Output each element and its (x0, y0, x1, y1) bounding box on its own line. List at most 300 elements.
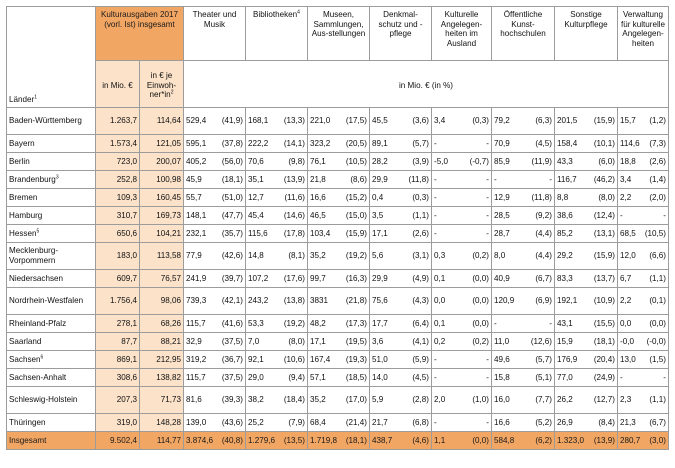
value-percent: (8,6) (350, 174, 367, 184)
value-percent: (8,1) (288, 251, 305, 261)
value-percent: (10,9) (593, 296, 615, 306)
cell-theater (184, 207, 246, 225)
value-mio: - (494, 318, 497, 328)
value-percent: (6,7) (535, 273, 552, 283)
cell-museen (308, 153, 370, 171)
value-mio: - (434, 192, 437, 202)
cell-land: Sachsen-Anhalt (7, 369, 96, 387)
cell-per-capita: 88,21 (140, 333, 184, 351)
value-mio: 15,8 (494, 372, 510, 382)
table-row (7, 135, 669, 153)
cell-theater (184, 270, 246, 288)
value-mio: - (620, 210, 623, 220)
value-mio: 25,2 (248, 417, 264, 427)
value-percent: - (486, 417, 489, 427)
value-percent: (10,5) (345, 156, 367, 166)
cell-ausland (432, 414, 492, 432)
value-percent: (7,3) (649, 138, 666, 148)
value-percent: (15,2) (345, 192, 367, 202)
value-mio: 2,3 (620, 395, 632, 405)
value-percent: (13,9) (593, 435, 615, 445)
value-percent: (4,6) (412, 435, 429, 445)
value-percent: (18,1) (221, 174, 243, 184)
cell-bib (246, 315, 308, 333)
cell-theater (184, 135, 246, 153)
value-mio: 1.323,0 (557, 435, 585, 445)
cell-theater (184, 225, 246, 243)
value-percent: (39,3) (221, 395, 243, 405)
value-mio: 35,1 (248, 174, 264, 184)
cell-museen (308, 225, 370, 243)
value-percent: (4,4) (535, 228, 552, 238)
cell-ausland (432, 153, 492, 171)
cell-land: Bremen (7, 189, 96, 207)
value-mio: 45,4 (248, 210, 264, 220)
cell-hochschulen (492, 333, 555, 351)
value-mio: 38,2 (248, 395, 264, 405)
value-percent: (46,2) (593, 174, 615, 184)
cell-verwaltung (618, 225, 669, 243)
value-percent: (4,5) (535, 138, 552, 148)
cell-per-capita: 200,07 (140, 153, 184, 171)
value-percent: (21,4) (345, 417, 367, 427)
cell-museen (308, 414, 370, 432)
table-row (7, 153, 669, 171)
cell-bib (246, 333, 308, 351)
value-percent: (5,2) (535, 417, 552, 427)
cell-sonstige (555, 189, 618, 207)
table-body (7, 108, 669, 450)
value-mio: 83,3 (557, 273, 573, 283)
value-percent: (-0,7) (469, 156, 489, 166)
cell-theater (184, 315, 246, 333)
value-mio: 201,5 (557, 116, 578, 126)
table-row (7, 225, 669, 243)
cell-per-capita: 121,05 (140, 135, 184, 153)
table-row (7, 288, 669, 315)
cell-hochschulen (492, 135, 555, 153)
value-mio: 32,9 (186, 336, 202, 346)
value-mio: 21,7 (372, 417, 388, 427)
value-mio: 17,7 (372, 318, 388, 328)
cell-hochschulen (492, 387, 555, 414)
value-percent: (11,9) (531, 156, 552, 166)
value-percent: (13,9) (283, 174, 305, 184)
value-mio: 221,0 (310, 116, 331, 126)
cell-bib (246, 171, 308, 189)
cell-hochschulen (492, 108, 555, 135)
cell-denkmal (370, 351, 432, 369)
value-percent: (10,1) (593, 138, 615, 148)
cell-hochschulen (492, 243, 555, 270)
cell-verwaltung (618, 189, 669, 207)
cell-hochschulen (492, 207, 555, 225)
cell-per-capita: 98,06 (140, 288, 184, 315)
header-laender: Länder$^1$ (7, 7, 96, 108)
header-unit-mio: in Mio. € (96, 61, 140, 108)
value-mio: - (434, 174, 437, 184)
value-percent: (24,9) (593, 372, 615, 382)
value-mio: -0,0 (620, 336, 634, 346)
cell-per-capita: 148,28 (140, 414, 184, 432)
table-row (7, 315, 669, 333)
value-mio: 17,1 (310, 336, 326, 346)
value-mio: 13,0 (620, 354, 636, 364)
value-percent: (4,1) (412, 336, 429, 346)
value-percent: (6,9) (535, 296, 552, 306)
value-mio: 232,1 (186, 228, 207, 238)
cell-museen (308, 171, 370, 189)
value-mio: 176,9 (557, 354, 578, 364)
value-mio: 77,0 (557, 372, 573, 382)
cell-per-capita: 71,73 (140, 387, 184, 414)
cell-total-mio: 252,8 (96, 171, 140, 189)
value-mio: 584,8 (494, 435, 515, 445)
cell-total-mio: 9.502,4 (96, 432, 140, 450)
value-mio: 29,2 (557, 251, 573, 261)
value-mio: 85,9 (494, 156, 510, 166)
value-mio: 167,4 (310, 354, 331, 364)
cell-museen (308, 369, 370, 387)
header-unit-mio-percent: in Mio. € (in %) (184, 61, 669, 108)
value-percent: (41,6) (221, 318, 243, 328)
value-mio: - (620, 372, 623, 382)
value-mio: 18,8 (620, 156, 636, 166)
cell-hochschulen (492, 288, 555, 315)
value-percent: - (549, 318, 552, 328)
value-mio: - (434, 354, 437, 364)
table-row (7, 171, 669, 189)
table-row (7, 207, 669, 225)
value-mio: 405,2 (186, 156, 207, 166)
value-percent: (5,1) (535, 372, 552, 382)
value-mio: 139,0 (186, 417, 207, 427)
cell-denkmal (370, 108, 432, 135)
value-mio: 3.874,6 (186, 435, 214, 445)
cell-land: Berlin (7, 153, 96, 171)
value-mio: 35,2 (310, 395, 326, 405)
value-percent: (13,8) (283, 296, 305, 306)
cell-total-mio: 609,7 (96, 270, 140, 288)
value-mio: 57,1 (310, 372, 326, 382)
cell-theater (184, 432, 246, 450)
value-percent: (5,7) (535, 354, 552, 364)
cell-sonstige (555, 315, 618, 333)
value-mio: 28,5 (494, 210, 510, 220)
cell-total-mio: 869,1 (96, 351, 140, 369)
cell-museen (308, 333, 370, 351)
cell-verwaltung (618, 153, 669, 171)
value-percent: (17,0) (345, 395, 367, 405)
cell-denkmal (370, 432, 432, 450)
cell-ausland (432, 171, 492, 189)
value-mio: 75,6 (372, 296, 388, 306)
cell-total-mio: 109,3 (96, 189, 140, 207)
value-mio: 0,0 (620, 318, 632, 328)
value-mio: 438,7 (372, 435, 393, 445)
value-mio: 45,5 (372, 116, 388, 126)
value-mio: 38,6 (557, 210, 573, 220)
value-mio: 70,9 (494, 138, 510, 148)
cell-theater (184, 108, 246, 135)
value-mio: 15,7 (620, 116, 636, 126)
value-mio: - (434, 210, 437, 220)
value-mio: 120,9 (494, 296, 515, 306)
value-mio: 192,1 (557, 296, 578, 306)
header-museen: Museen, Sammlungen, Aus-stellungen (308, 7, 370, 61)
cell-ausland (432, 225, 492, 243)
value-percent: (7,9) (288, 417, 305, 427)
value-percent: (37,5) (221, 336, 243, 346)
value-percent: (20,5) (345, 138, 367, 148)
value-percent: (43,6) (221, 417, 243, 427)
value-percent: (42,1) (221, 296, 243, 306)
value-percent: (0,3) (412, 192, 429, 202)
value-mio: 168,1 (248, 116, 269, 126)
cell-bib (246, 153, 308, 171)
value-percent: (1,1) (649, 273, 666, 283)
cell-ausland (432, 207, 492, 225)
value-mio: 68,5 (620, 228, 636, 238)
cell-bib (246, 189, 308, 207)
value-mio: 3,4 (620, 174, 632, 184)
cell-hochschulen (492, 369, 555, 387)
cell-per-capita: 212,95 (140, 351, 184, 369)
cell-theater (184, 171, 246, 189)
value-mio: 14,0 (372, 372, 388, 382)
header-theater: Theater und Musik (184, 7, 246, 61)
cell-denkmal (370, 243, 432, 270)
value-mio: 280,7 (620, 435, 641, 445)
value-percent: (0,0) (472, 273, 489, 283)
value-mio: 222,2 (248, 138, 269, 148)
cell-verwaltung (618, 369, 669, 387)
value-percent: (0,0) (472, 318, 489, 328)
cell-hochschulen (492, 414, 555, 432)
value-percent: (11,8) (408, 174, 429, 184)
value-mio: 0,1 (434, 318, 446, 328)
value-mio: 28,2 (372, 156, 388, 166)
table-row (7, 351, 669, 369)
cell-bib (246, 225, 308, 243)
cell-ausland (432, 315, 492, 333)
cell-denkmal (370, 225, 432, 243)
cell-theater (184, 189, 246, 207)
cell-total-mio: 308,6 (96, 369, 140, 387)
cell-bib (246, 351, 308, 369)
value-percent: (13,3) (283, 116, 305, 126)
value-mio: 26,2 (557, 395, 573, 405)
value-mio: 3,4 (434, 116, 446, 126)
table-row (7, 414, 669, 432)
value-percent: (17,6) (283, 273, 305, 283)
cell-total-mio: 1.263,7 (96, 108, 140, 135)
value-percent: (18,1) (593, 336, 615, 346)
value-mio: 76,1 (310, 156, 326, 166)
value-percent: (8,0) (598, 192, 615, 202)
value-percent: (18,1) (345, 435, 367, 445)
cell-sonstige (555, 351, 618, 369)
value-percent: (14,1) (283, 138, 305, 148)
value-percent: (47,7) (221, 210, 243, 220)
value-mio: 11,0 (494, 336, 510, 346)
value-percent: (3,0) (649, 435, 666, 445)
table-row (7, 369, 669, 387)
value-percent: (1,0) (472, 395, 489, 405)
header-verwaltung: Verwaltung für kulturelle Angelegen-heiten (618, 7, 669, 61)
cell-denkmal (370, 270, 432, 288)
cell-ausland (432, 270, 492, 288)
value-percent: (13,1) (593, 228, 615, 238)
cell-museen (308, 432, 370, 450)
value-percent: (7,7) (535, 395, 552, 405)
cell-sonstige (555, 432, 618, 450)
value-percent: (9,2) (535, 210, 552, 220)
value-mio: 48,2 (310, 318, 326, 328)
cell-sonstige (555, 369, 618, 387)
value-mio: - (434, 138, 437, 148)
cell-denkmal (370, 414, 432, 432)
cell-bib (246, 108, 308, 135)
cell-total-mio: 650,6 (96, 225, 140, 243)
cell-museen (308, 315, 370, 333)
value-percent: (6,4) (412, 318, 429, 328)
value-mio: - (434, 417, 437, 427)
value-percent: (1,2) (649, 116, 666, 126)
cell-museen (308, 288, 370, 315)
header-sonstige: Sonstige Kulturpflege (555, 7, 618, 61)
cell-total-mio: 1.573,4 (96, 135, 140, 153)
cell-denkmal (370, 387, 432, 414)
cell-sonstige (555, 414, 618, 432)
cell-verwaltung (618, 108, 669, 135)
cell-sonstige (555, 333, 618, 351)
cell-ausland (432, 135, 492, 153)
value-mio: 115,7 (186, 372, 206, 382)
header-kulturausgaben-total: Kulturausgaben 2017 (vorl. Ist) insgesamt (96, 7, 184, 61)
cell-total-mio: 319,0 (96, 414, 140, 432)
table-row (7, 108, 669, 135)
value-percent: (6,0) (598, 156, 615, 166)
table-row (7, 270, 669, 288)
value-mio: 107,2 (248, 273, 269, 283)
cell-per-capita: 113,58 (140, 243, 184, 270)
cell-hochschulen (492, 171, 555, 189)
value-mio: 7,0 (248, 336, 260, 346)
cell-sonstige (555, 270, 618, 288)
cell-theater (184, 288, 246, 315)
value-percent: (8,4) (598, 417, 615, 427)
value-mio: 739,3 (186, 296, 207, 306)
culture-expenditure-table-container (6, 6, 669, 450)
value-percent: (4,9) (412, 273, 429, 283)
cell-sonstige (555, 207, 618, 225)
cell-museen (308, 351, 370, 369)
cell-hochschulen (492, 225, 555, 243)
value-percent: (2,6) (412, 228, 429, 238)
cell-land: Brandenburg$^3$ (7, 171, 96, 189)
cell-theater (184, 333, 246, 351)
value-mio: 323,2 (310, 138, 331, 148)
cell-land: Bayern (7, 135, 96, 153)
cell-bib (246, 207, 308, 225)
value-percent: (10,5) (644, 228, 666, 238)
cell-denkmal (370, 369, 432, 387)
value-mio: 40,9 (494, 273, 510, 283)
culture-expenditure-table (6, 6, 669, 450)
value-percent: (1,4) (649, 174, 666, 184)
value-mio: 46,5 (310, 210, 326, 220)
value-mio: 21,8 (310, 174, 326, 184)
value-percent: (3,9) (412, 156, 429, 166)
value-mio: 89,1 (372, 138, 388, 148)
value-mio: 2,2 (620, 296, 632, 306)
cell-verwaltung (618, 333, 669, 351)
cell-land: Rheinland-Pfalz (7, 315, 96, 333)
value-mio: 70,6 (248, 156, 264, 166)
value-percent: (42,6) (221, 251, 243, 261)
value-mio: 114,6 (620, 138, 640, 148)
cell-verwaltung (618, 171, 669, 189)
cell-theater (184, 153, 246, 171)
value-percent: - (486, 210, 489, 220)
value-percent: - (663, 372, 666, 382)
cell-per-capita: 169,73 (140, 207, 184, 225)
cell-theater (184, 351, 246, 369)
cell-hochschulen (492, 432, 555, 450)
cell-land: Niedersachsen (7, 270, 96, 288)
value-mio: 1.719,8 (310, 435, 338, 445)
value-mio: 3,5 (372, 210, 384, 220)
value-mio: 85,2 (557, 228, 573, 238)
value-percent: (37,5) (221, 372, 243, 382)
cell-total-mio: 1.756,4 (96, 288, 140, 315)
value-mio: 8,8 (557, 192, 569, 202)
cell-sonstige (555, 153, 618, 171)
value-percent: (39,7) (221, 273, 243, 283)
value-mio: -5,0 (434, 156, 448, 166)
value-mio: 12,0 (620, 251, 636, 261)
cell-denkmal (370, 189, 432, 207)
cell-verwaltung (618, 315, 669, 333)
table-row (7, 333, 669, 351)
value-mio: 81,6 (186, 395, 202, 405)
cell-per-capita: 68,26 (140, 315, 184, 333)
value-mio: 5,6 (372, 251, 384, 261)
cell-theater (184, 387, 246, 414)
cell-land: Insgesamt (7, 432, 96, 450)
cell-hochschulen (492, 189, 555, 207)
header-unit-per-capita: in € je Einwoh-$ner*in^2$ (140, 61, 184, 108)
cell-land: Thüringen (7, 414, 96, 432)
table-row (7, 243, 669, 270)
value-mio: 115,6 (248, 228, 268, 238)
cell-land: Schleswig-Holstein (7, 387, 96, 414)
cell-hochschulen (492, 315, 555, 333)
value-percent: (12,7) (593, 395, 615, 405)
value-percent: (0,1) (649, 296, 666, 306)
value-percent: (1,5) (649, 354, 666, 364)
value-mio: 1.279,6 (248, 435, 276, 445)
value-mio: - (434, 372, 437, 382)
cell-verwaltung (618, 432, 669, 450)
value-percent: (6,2) (535, 435, 552, 445)
value-mio: - (494, 174, 497, 184)
cell-total-mio: 87,7 (96, 333, 140, 351)
value-percent: - (486, 372, 489, 382)
cell-verwaltung (618, 414, 669, 432)
cell-sonstige (555, 108, 618, 135)
